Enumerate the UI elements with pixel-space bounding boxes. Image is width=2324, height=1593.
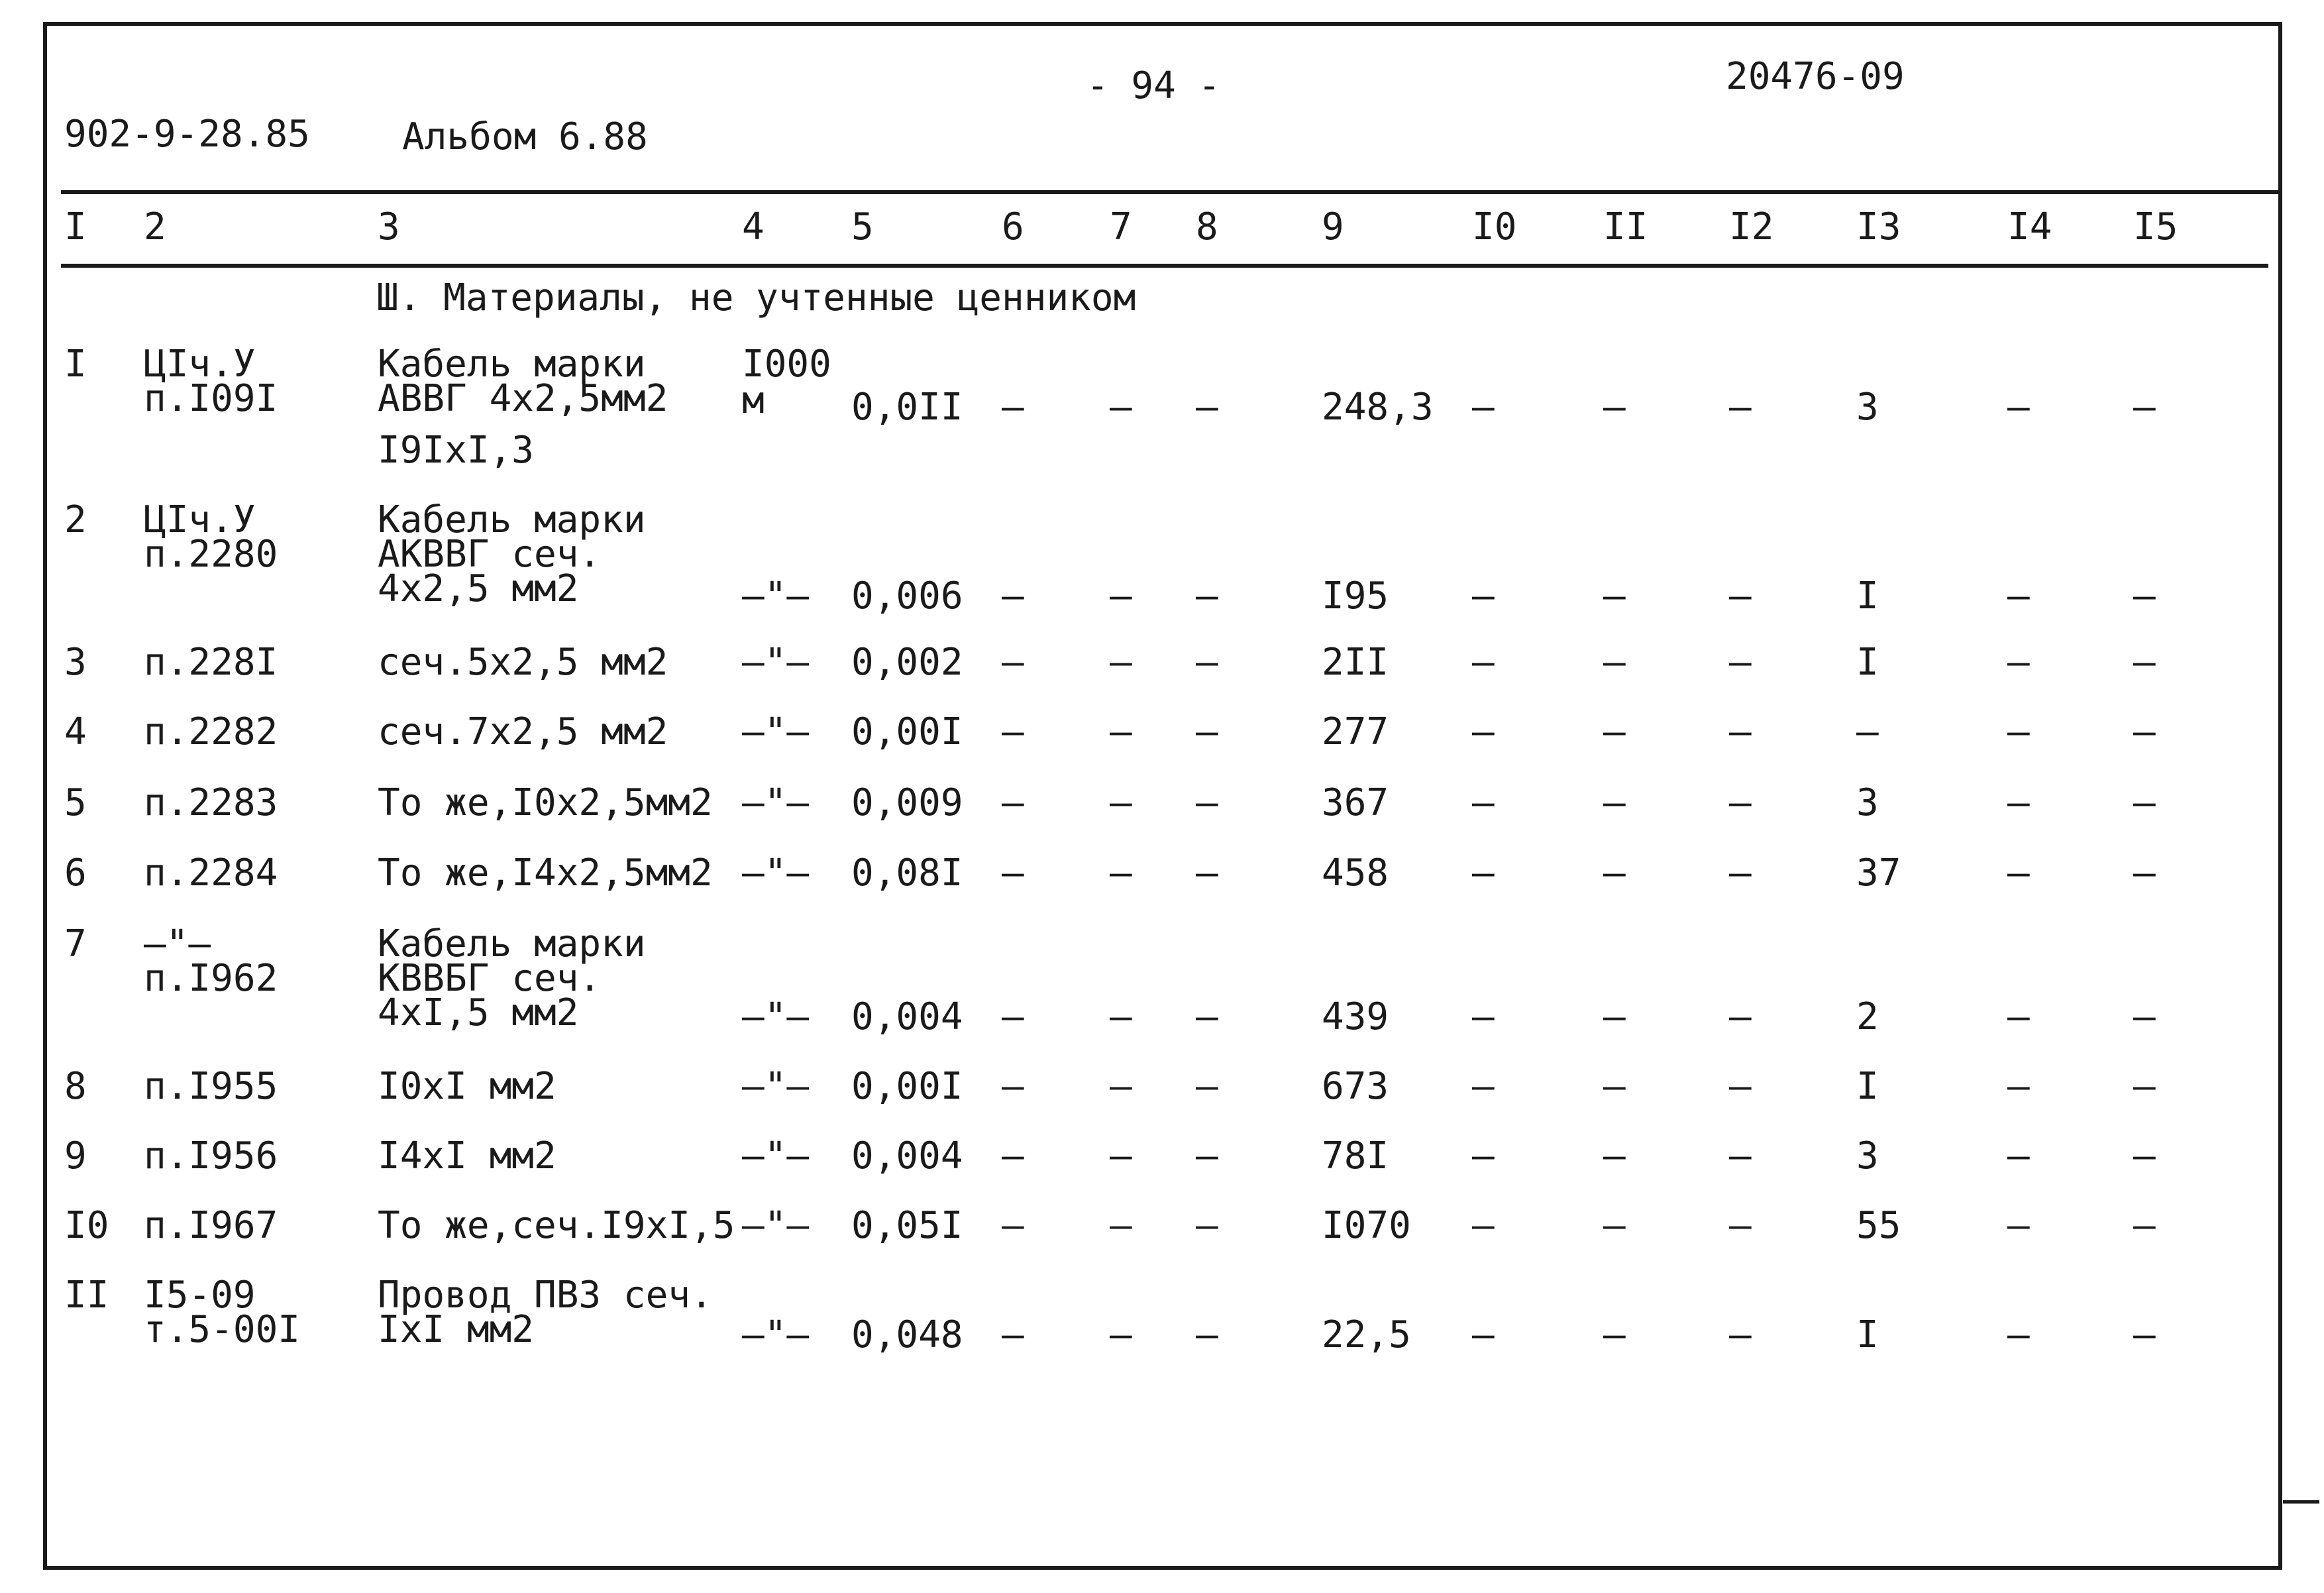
row-cell-9: 22,5 — [1322, 1313, 1411, 1356]
row-name: сеч.5х2,5 мм2 — [378, 641, 668, 684]
column-number: I5 — [2133, 205, 2178, 248]
row-number: 9 — [64, 1134, 87, 1178]
row-cell-15: – — [2133, 1204, 2156, 1247]
row-reference: п.I962 — [144, 957, 278, 1000]
row-cell-13: 55 — [1856, 1204, 1901, 1247]
row-unit: I000 — [742, 343, 831, 386]
row-cell-9: 78I — [1322, 1134, 1389, 1178]
row-cell-14: – — [2007, 1313, 2030, 1356]
row-number: 2 — [64, 498, 87, 541]
row-name: IхI мм2 — [378, 1308, 535, 1351]
row-cell-12: – — [1729, 386, 1752, 429]
row-cell-7: – — [1110, 1313, 1132, 1356]
row-cell-11: – — [1603, 781, 1626, 824]
row-cell-9: 673 — [1322, 1065, 1389, 1108]
row-cell-6: – — [1002, 851, 1024, 895]
row-name: I0хI мм2 — [378, 1065, 556, 1108]
row-cell-12: – — [1729, 995, 1752, 1038]
row-reference: п.I955 — [144, 1065, 278, 1108]
row-name: Кабель марки — [378, 498, 646, 541]
row-cell-9: 248,3 — [1322, 386, 1434, 429]
row-reference: п.2280 — [144, 533, 278, 576]
row-number: I — [64, 343, 87, 386]
row-unit: –"– — [742, 781, 810, 824]
row-cell-10: – — [1472, 386, 1495, 429]
row-cell-11: – — [1603, 1204, 1626, 1247]
column-number: 3 — [378, 205, 400, 248]
row-cell-14: – — [2007, 851, 2030, 895]
row-reference: ЦIч.У — [144, 498, 256, 541]
row-name: I9IхI,3 — [378, 429, 535, 472]
row-cell-12: – — [1729, 1134, 1752, 1178]
row-cell-5: 0,004 — [851, 995, 963, 1038]
row-cell-7: – — [1110, 781, 1132, 824]
row-cell-9: 367 — [1322, 781, 1389, 824]
row-cell-11: – — [1603, 1134, 1626, 1178]
row-cell-10: – — [1472, 1065, 1495, 1108]
row-reference: –"– — [144, 922, 211, 965]
row-cell-6: – — [1002, 1065, 1024, 1108]
row-cell-5: 0,006 — [851, 575, 963, 618]
row-cell-15: – — [2133, 386, 2156, 429]
row-cell-9: 458 — [1322, 851, 1389, 895]
row-cell-6: – — [1002, 1204, 1024, 1247]
row-name: Провод ПВ3 сеч. — [378, 1274, 713, 1317]
row-cell-10: – — [1472, 710, 1495, 753]
column-number: I2 — [1729, 205, 1774, 248]
doc-code: 902-9-28.85 — [64, 113, 310, 156]
column-number: 7 — [1110, 205, 1132, 248]
row-cell-15: – — [2133, 995, 2156, 1038]
row-number: 3 — [64, 641, 87, 684]
row-unit: –"– — [742, 1134, 810, 1178]
row-cell-9: 277 — [1322, 710, 1389, 753]
column-number: I4 — [2007, 205, 2052, 248]
column-number: 4 — [742, 205, 765, 248]
row-cell-9: 2II — [1322, 641, 1389, 684]
row-reference: п.I09I — [144, 377, 278, 420]
row-cell-7: – — [1110, 1065, 1132, 1108]
row-number: 5 — [64, 781, 87, 824]
row-cell-9: I95 — [1322, 575, 1389, 618]
row-cell-14: – — [2007, 1065, 2030, 1108]
row-name: АКВВГ сеч. — [378, 533, 602, 576]
row-cell-5: 0,002 — [851, 641, 963, 684]
row-cell-8: – — [1196, 1204, 1218, 1247]
row-cell-5: 0,009 — [851, 781, 963, 824]
row-cell-11: – — [1603, 386, 1626, 429]
row-cell-12: – — [1729, 1065, 1752, 1108]
row-cell-14: – — [2007, 575, 2030, 618]
row-unit: –"– — [742, 995, 810, 1038]
row-unit: –"– — [742, 575, 810, 618]
row-cell-13: 3 — [1856, 386, 1879, 429]
row-cell-11: – — [1603, 995, 1626, 1038]
row-cell-6: – — [1002, 995, 1024, 1038]
row-cell-10: – — [1472, 1134, 1495, 1178]
row-name: АВВГ 4х2,5мм2 — [378, 377, 668, 420]
row-cell-8: – — [1196, 851, 1218, 895]
row-cell-9: I070 — [1322, 1204, 1411, 1247]
row-cell-8: – — [1196, 995, 1218, 1038]
row-cell-12: – — [1729, 1204, 1752, 1247]
row-cell-13: 3 — [1856, 1134, 1879, 1178]
row-cell-7: – — [1110, 575, 1132, 618]
row-cell-13: I — [1856, 1313, 1879, 1356]
row-cell-6: – — [1002, 781, 1024, 824]
page-number: - 94 - — [1086, 64, 1221, 107]
row-reference: п.2284 — [144, 851, 278, 895]
row-reference: т.5-00I — [144, 1308, 301, 1351]
row-cell-12: – — [1729, 641, 1752, 684]
row-number: 7 — [64, 922, 87, 965]
row-cell-10: – — [1472, 1313, 1495, 1356]
row-cell-15: – — [2133, 1313, 2156, 1356]
row-cell-11: – — [1603, 851, 1626, 895]
row-cell-12: – — [1729, 1313, 1752, 1356]
row-cell-15: – — [2133, 1134, 2156, 1178]
row-unit: –"– — [742, 1065, 810, 1108]
row-cell-13: 3 — [1856, 781, 1879, 824]
row-cell-5: 0,08I — [851, 851, 963, 895]
row-unit: –"– — [742, 1313, 810, 1356]
row-cell-13: I — [1856, 575, 1879, 618]
column-number: I — [64, 205, 87, 248]
row-cell-12: – — [1729, 710, 1752, 753]
row-unit: –"– — [742, 851, 810, 895]
row-cell-14: – — [2007, 710, 2030, 753]
row-cell-5: 0,0II — [851, 386, 963, 429]
row-cell-7: – — [1110, 710, 1132, 753]
row-reference: п.I967 — [144, 1204, 278, 1247]
row-name: Кабель марки — [378, 343, 646, 386]
inventory-number: 20476-09 — [1726, 55, 1905, 98]
row-cell-6: – — [1002, 386, 1024, 429]
row-cell-8: – — [1196, 575, 1218, 618]
column-number: II — [1603, 205, 1648, 248]
row-cell-15: – — [2133, 1065, 2156, 1108]
row-name: 4хI,5 мм2 — [378, 991, 579, 1034]
row-cell-10: – — [1472, 851, 1495, 895]
row-cell-14: – — [2007, 386, 2030, 429]
row-cell-5: 0,00I — [851, 710, 963, 753]
row-number: 6 — [64, 851, 87, 895]
row-cell-14: – — [2007, 781, 2030, 824]
row-cell-7: – — [1110, 851, 1132, 895]
row-name: То же,I4х2,5мм2 — [378, 851, 713, 895]
row-cell-14: – — [2007, 641, 2030, 684]
row-unit: м — [742, 379, 765, 422]
album-label: Альбом 6.88 — [402, 115, 648, 158]
row-name: То же,I0х2,5мм2 — [378, 781, 713, 824]
row-cell-15: – — [2133, 710, 2156, 753]
row-reference: п.2283 — [144, 781, 278, 824]
row-name: сеч.7х2,5 мм2 — [378, 710, 668, 753]
column-number: 6 — [1002, 205, 1024, 248]
row-cell-6: – — [1002, 1313, 1024, 1356]
row-number: 4 — [64, 710, 87, 753]
row-reference: ЦIч.У — [144, 343, 256, 386]
row-cell-10: – — [1472, 995, 1495, 1038]
row-cell-14: – — [2007, 1134, 2030, 1178]
row-cell-10: – — [1472, 781, 1495, 824]
column-number: 2 — [144, 205, 166, 248]
row-cell-11: – — [1603, 575, 1626, 618]
row-cell-8: – — [1196, 1134, 1218, 1178]
row-cell-13: 2 — [1856, 995, 1879, 1038]
row-number: 8 — [64, 1065, 87, 1108]
row-cell-7: – — [1110, 641, 1132, 684]
row-cell-8: – — [1196, 1065, 1218, 1108]
row-unit: –"– — [742, 1204, 810, 1247]
row-cell-8: – — [1196, 1313, 1218, 1356]
row-cell-7: – — [1110, 1134, 1132, 1178]
row-cell-10: – — [1472, 575, 1495, 618]
row-cell-9: 439 — [1322, 995, 1389, 1038]
row-cell-14: – — [2007, 995, 2030, 1038]
row-reference: п.2282 — [144, 710, 278, 753]
row-cell-7: – — [1110, 1204, 1132, 1247]
column-rule — [61, 264, 2268, 268]
row-cell-13: I — [1856, 1065, 1879, 1108]
row-cell-7: – — [1110, 386, 1132, 429]
row-cell-5: 0,048 — [851, 1313, 963, 1356]
row-cell-7: – — [1110, 995, 1132, 1038]
row-cell-13: 37 — [1856, 851, 1901, 895]
row-cell-11: – — [1603, 641, 1626, 684]
section-title: Ш. Материалы, не учтенные ценником — [376, 276, 1136, 319]
row-cell-8: – — [1196, 641, 1218, 684]
column-number: I0 — [1472, 205, 1517, 248]
row-reference: п.I956 — [144, 1134, 278, 1178]
row-cell-10: – — [1472, 641, 1495, 684]
row-unit: –"– — [742, 710, 810, 753]
column-number: 9 — [1322, 205, 1344, 248]
row-cell-14: – — [2007, 1204, 2030, 1247]
row-cell-11: – — [1603, 710, 1626, 753]
row-cell-12: – — [1729, 575, 1752, 618]
row-cell-5: 0,004 — [851, 1134, 963, 1178]
header-rule — [61, 190, 2282, 194]
row-cell-15: – — [2133, 575, 2156, 618]
row-cell-5: 0,05I — [851, 1204, 963, 1247]
row-name: Кабель марки — [378, 922, 646, 965]
row-cell-5: 0,00I — [851, 1065, 963, 1108]
row-number: II — [64, 1274, 109, 1317]
row-cell-12: – — [1729, 781, 1752, 824]
row-name: 4х2,5 мм2 — [378, 567, 579, 610]
row-cell-15: – — [2133, 781, 2156, 824]
row-cell-6: – — [1002, 1134, 1024, 1178]
row-cell-12: – — [1729, 851, 1752, 895]
row-reference: п.228I — [144, 641, 278, 684]
row-cell-6: – — [1002, 575, 1024, 618]
column-number: 8 — [1196, 205, 1218, 248]
row-cell-13: I — [1856, 641, 1879, 684]
row-reference: I5-09 — [144, 1274, 256, 1317]
edge-tick — [2283, 1500, 2319, 1504]
column-number: 5 — [851, 205, 874, 248]
row-cell-6: – — [1002, 641, 1024, 684]
column-number: I3 — [1856, 205, 1901, 248]
row-name: КВВБГ сеч. — [378, 957, 602, 1000]
row-cell-15: – — [2133, 641, 2156, 684]
row-unit: –"– — [742, 641, 810, 684]
row-cell-8: – — [1196, 781, 1218, 824]
row-cell-10: – — [1472, 1204, 1495, 1247]
row-cell-6: – — [1002, 710, 1024, 753]
row-cell-15: – — [2133, 851, 2156, 895]
row-cell-11: – — [1603, 1313, 1626, 1356]
row-cell-11: – — [1603, 1065, 1626, 1108]
row-cell-8: – — [1196, 386, 1218, 429]
row-number: I0 — [64, 1204, 109, 1247]
row-cell-8: – — [1196, 710, 1218, 753]
row-name: I4хI мм2 — [378, 1134, 556, 1178]
row-name: То же,сеч.I9хI,5 — [378, 1204, 735, 1247]
row-cell-13: – — [1856, 710, 1879, 753]
